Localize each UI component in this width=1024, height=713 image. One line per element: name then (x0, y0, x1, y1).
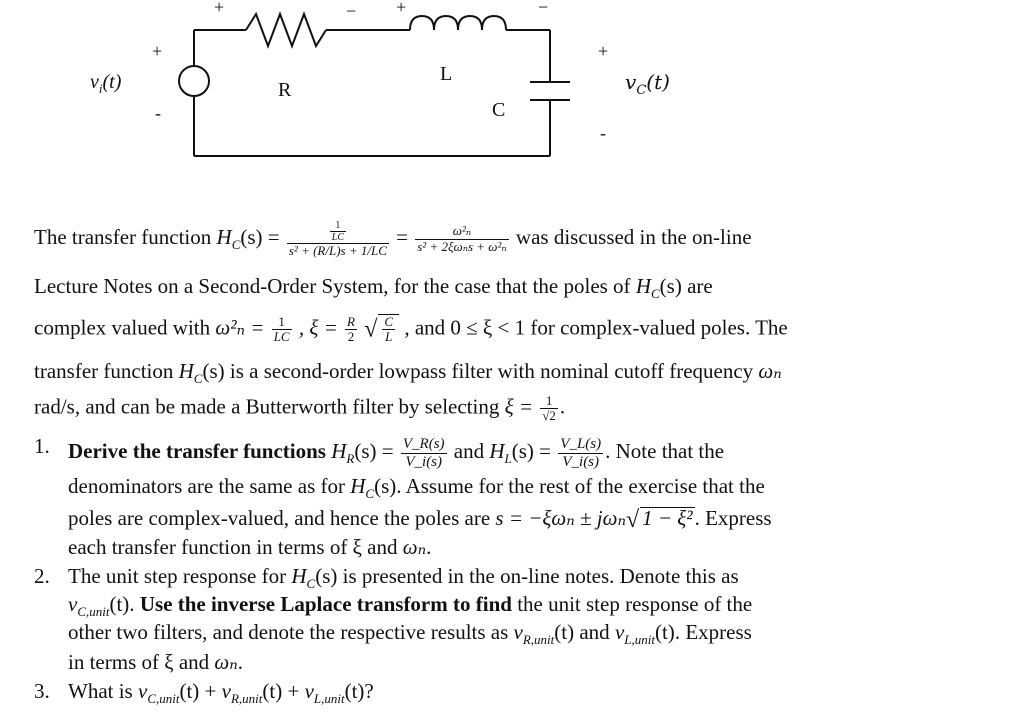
list-item-1-line-4: each transfer function in terms of ξ and ωₙ. (68, 535, 432, 559)
list-item-3: 3. What is $v_{C,unit}(t) + v_{R,unit}(t) + v_{L,unit}(t)$? (34, 679, 374, 707)
output-label: $v_C(t)$ (625, 70, 670, 98)
list-item-2-line-2: $v_{C,unit}(t)$. Use the inverse Laplace transform to find the unit step response of the (68, 592, 753, 620)
list-item-1-line-3: poles are complex-valued, and hence the poles are s = −ξωₙ ± jωₙ√ 1 − ξ². Express (68, 506, 772, 533)
paragraph-line-5: rad/s, and can be made a Butterworth filter by selecting ξ = $\frac{1}{√2}$ . (34, 393, 566, 424)
list-item-2-line-1: 2. The unit step response for $H_C(s)$ is presented in the on-line notes. Denote this as (34, 564, 739, 592)
hc-fraction-2: $\frac{\text{ω²ₙ}}{\text{s² + 2ξωₙs + ω²ₙ}}$ (417, 223, 507, 254)
resistor-minus: − (346, 1, 357, 21)
inductor-label: L (440, 63, 453, 85)
inductor-minus: − (538, 0, 549, 17)
inductor-plus: + (396, 0, 407, 17)
paragraph-line-1: The transfer function $H_C(s)$ = $\frac{\frac{1}{LC}}{\text{s² + (R/L)s + 1/LC}}$ = $\frac{\text{ω²ₙ}}{\text{s² + 2ξωₙs + ω²ₙ}}$ was discussed in the on-line (34, 220, 752, 258)
resistor-label: R (278, 79, 292, 101)
list-item-2-line-3: other two filters, and denote the respective results as $v_{R,unit}(t)$ and $v_{L,unit}(t)$. Express (68, 620, 752, 648)
list-item-1-line-1: 1. Derive the transfer functions $H_R(s)$ = $\frac{V\_R(s)}{V\_i(s)}$ and $H_L(s)$ = $\frac{V\_L(s)}{V\_i(s)}$ . Note that the (34, 434, 725, 470)
output-plus: + (598, 41, 609, 61)
resistor-symbol (246, 14, 326, 46)
voltage-source (179, 66, 209, 96)
source-minus: - (155, 103, 161, 123)
circuit-diagram (0, 0, 1024, 200)
paragraph-line-4: transfer function $H_C(s)$ is a second-order lowpass filter with nominal cutoff frequency ωₙ (34, 359, 782, 387)
list-item-2-line-4: in terms of ξ and ωₙ. (68, 650, 244, 674)
output-minus: - (600, 123, 606, 143)
resistor-plus: + (214, 0, 225, 17)
inductor-symbol (410, 16, 506, 30)
capacitor-label: C (492, 99, 506, 121)
list-item-1-line-2: denominators are the same as for $H_C(s)$. Assume for the rest of the exercise that the (68, 474, 765, 502)
paragraph-line-3: complex valued with ω²ₙ = $\frac{1}{LC}$ , ξ = $\frac{R}{2}$ √ $\frac{C}{L}$ , and 0 ≤ ξ < 1 for complex-valued poles. The (34, 314, 788, 345)
source-plus: + (152, 41, 163, 61)
paragraph-line-2: Lecture Notes on a Second-Order System, for the case that the poles of $H_C(s)$ are (34, 274, 713, 302)
source-label: $v_i(t)$ (90, 71, 122, 96)
hc-fraction-1: $\frac{\frac{1}{LC}}{\text{s² + (R/L)s + 1/LC}}$ (288, 220, 387, 258)
